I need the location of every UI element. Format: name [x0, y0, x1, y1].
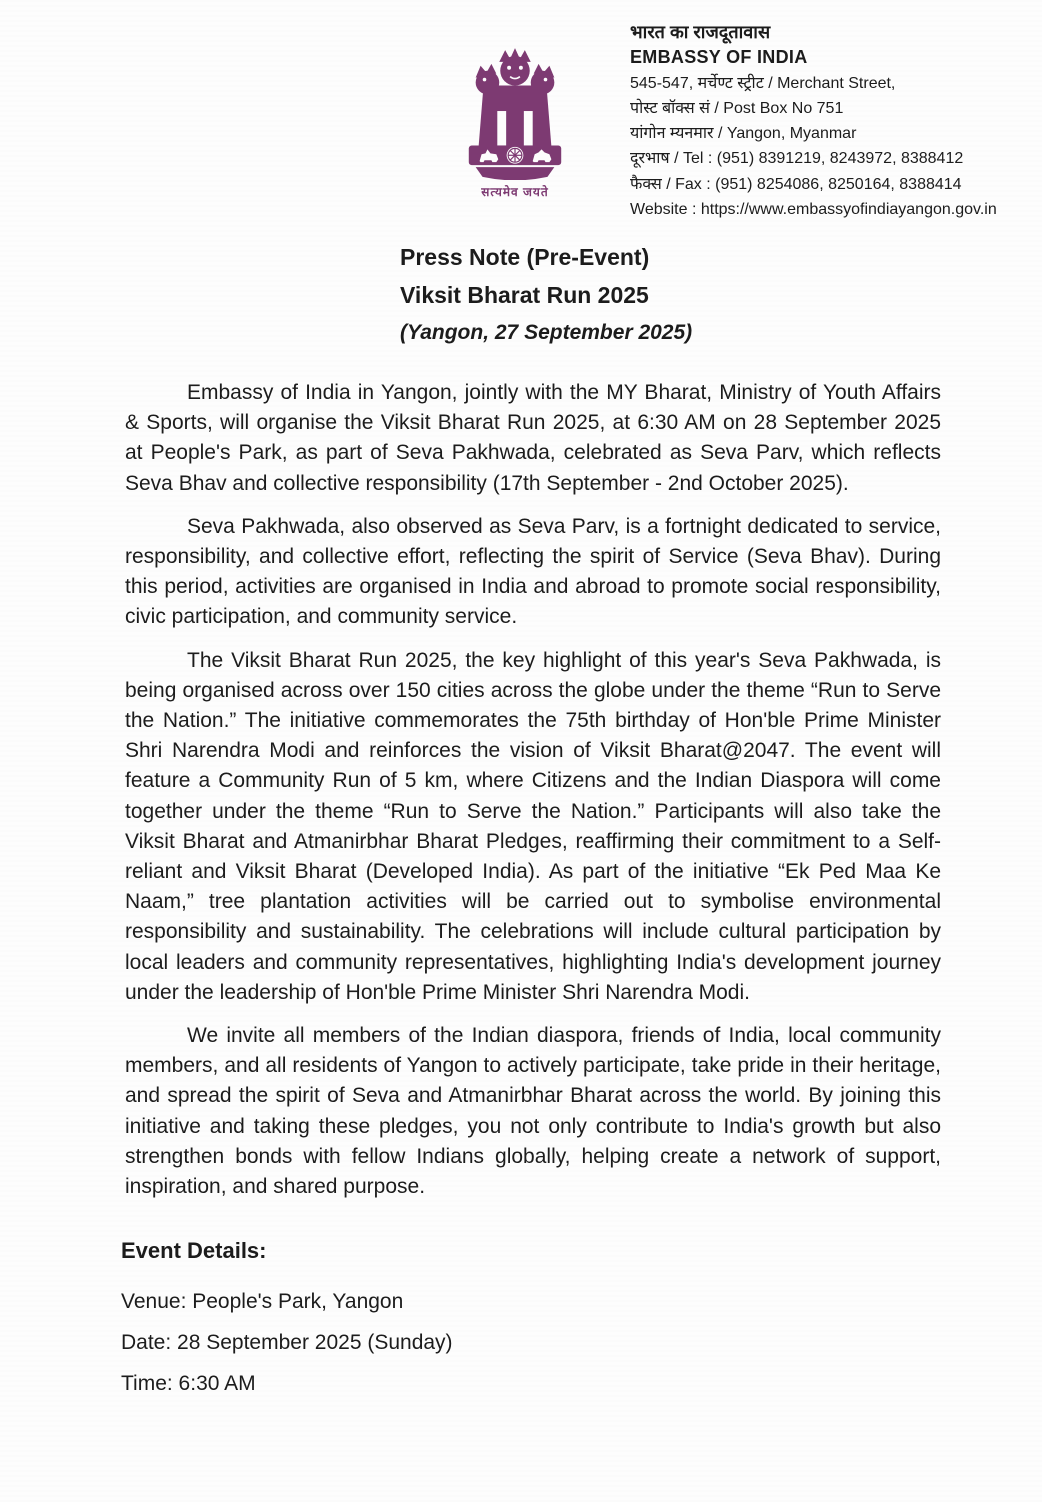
embassy-name-hindi: भारत का राजदूतावास	[630, 22, 771, 42]
embassy-name: EMBASSY OF INDIA	[630, 47, 808, 68]
body-paragraph: The Viksit Bharat Run 2025, the key highlight of this year's Seva Pakhwada, is being organised across over 150 cities across the globe under the theme “Run to Serve the Nation.” The initiative commemorates the 75th birthday of Hon'ble Prime Minister Shri Narendra Modi and reinforces the vision of Viksit Bharat@2047. The event will feature a Community Run of 5 km, where Citizens and the Indian Diaspora will come together under the theme “Run to Serve the Nation.” Participants will also take the Viksit Bharat and Atmanirbhar Bharat Pledges, reaffirming their commitment to a Self-reliant and Viksit Bharat (Developed India). As part of the initiative “Ek Ped Maa Ke Naam,” tree plantation activities will be carried out to symbolise environmental responsibility and sustainability. The celebrations will include cultural participation by local leaders and community representatives, highlighting India's development journey under the leadership of Hon'ble Prime Minister Shri Narendra Modi.	[125, 648, 941, 1004]
address-street: 545-547, मर्चेण्ट स्ट्रीट / Merchant Street,	[630, 74, 896, 92]
letterhead-address-block	[630, 20, 1025, 222]
website-line: Website : https://www.embassyofindiayangon.gov.in	[630, 201, 997, 219]
body-paragraph: Seva Pakhwada, also observed as Seva Parv, is a fortnight dedicated to service, responsibility, and collective effort, reflecting the spirit of Service (Seva Bhav). During this period, activities are organised in India and abroad to promote social responsibility, civic participation, and community service.	[125, 514, 941, 629]
letterhead-emblem	[452, 46, 578, 200]
dateline: (Yangon, 27 September 2025)	[400, 321, 693, 344]
emblem-motto: सत्यमेव जयते	[481, 185, 549, 199]
fax-line: फैक्स / Fax : (951) 8254086, 8250164, 8388414	[630, 175, 962, 193]
body-paragraph: We invite all members of the Indian diaspora, friends of India, local community members, and all residents of Yangon to actively participate, take pride in their heritage, and spread the spirit of Seva and Atmanirbhar Bharat across the world. By joining this initiative and taking these pledges, you not only contribute to India's growth but also strengthen bonds with fellow Indians globally, helping create a network of support, inspiration, and shared purpose.	[125, 1024, 941, 1199]
document-body	[125, 378, 941, 1215]
event-time: Time: 6:30 AM	[121, 1372, 256, 1395]
document-title-block	[400, 238, 692, 352]
state-emblem-icon	[456, 46, 574, 180]
event-details-section	[121, 1238, 453, 1413]
event-details-heading: Event Details:	[121, 1238, 267, 1263]
address-postbox: पोस्ट बॉक्स सं / Post Box No 751	[630, 99, 844, 117]
address-city: यांगोन म्यनमार / Yangon, Myanmar	[630, 125, 857, 143]
telephone-line: दूरभाष / Tel : (951) 8391219, 8243972, 8388412	[630, 150, 964, 168]
body-paragraph: Embassy of India in Yangon, jointly with the MY Bharat, Ministry of Youth Affairs & Sports, will organise the Viksit Bharat Run 2025, at 6:30 AM on 28 September 2025 at People's Park, as part of Seva Pakhwada, celebrated as Seva Parv, which reflects Seva Bhav and collective responsibility (17th September - 2nd October 2025).	[125, 381, 941, 495]
event-title: Viksit Bharat Run 2025	[400, 282, 649, 308]
event-venue: Venue: People's Park, Yangon	[121, 1290, 404, 1313]
press-note-title: Press Note (Pre-Event)	[400, 244, 650, 270]
event-date: Date: 28 September 2025 (Sunday)	[121, 1331, 453, 1354]
